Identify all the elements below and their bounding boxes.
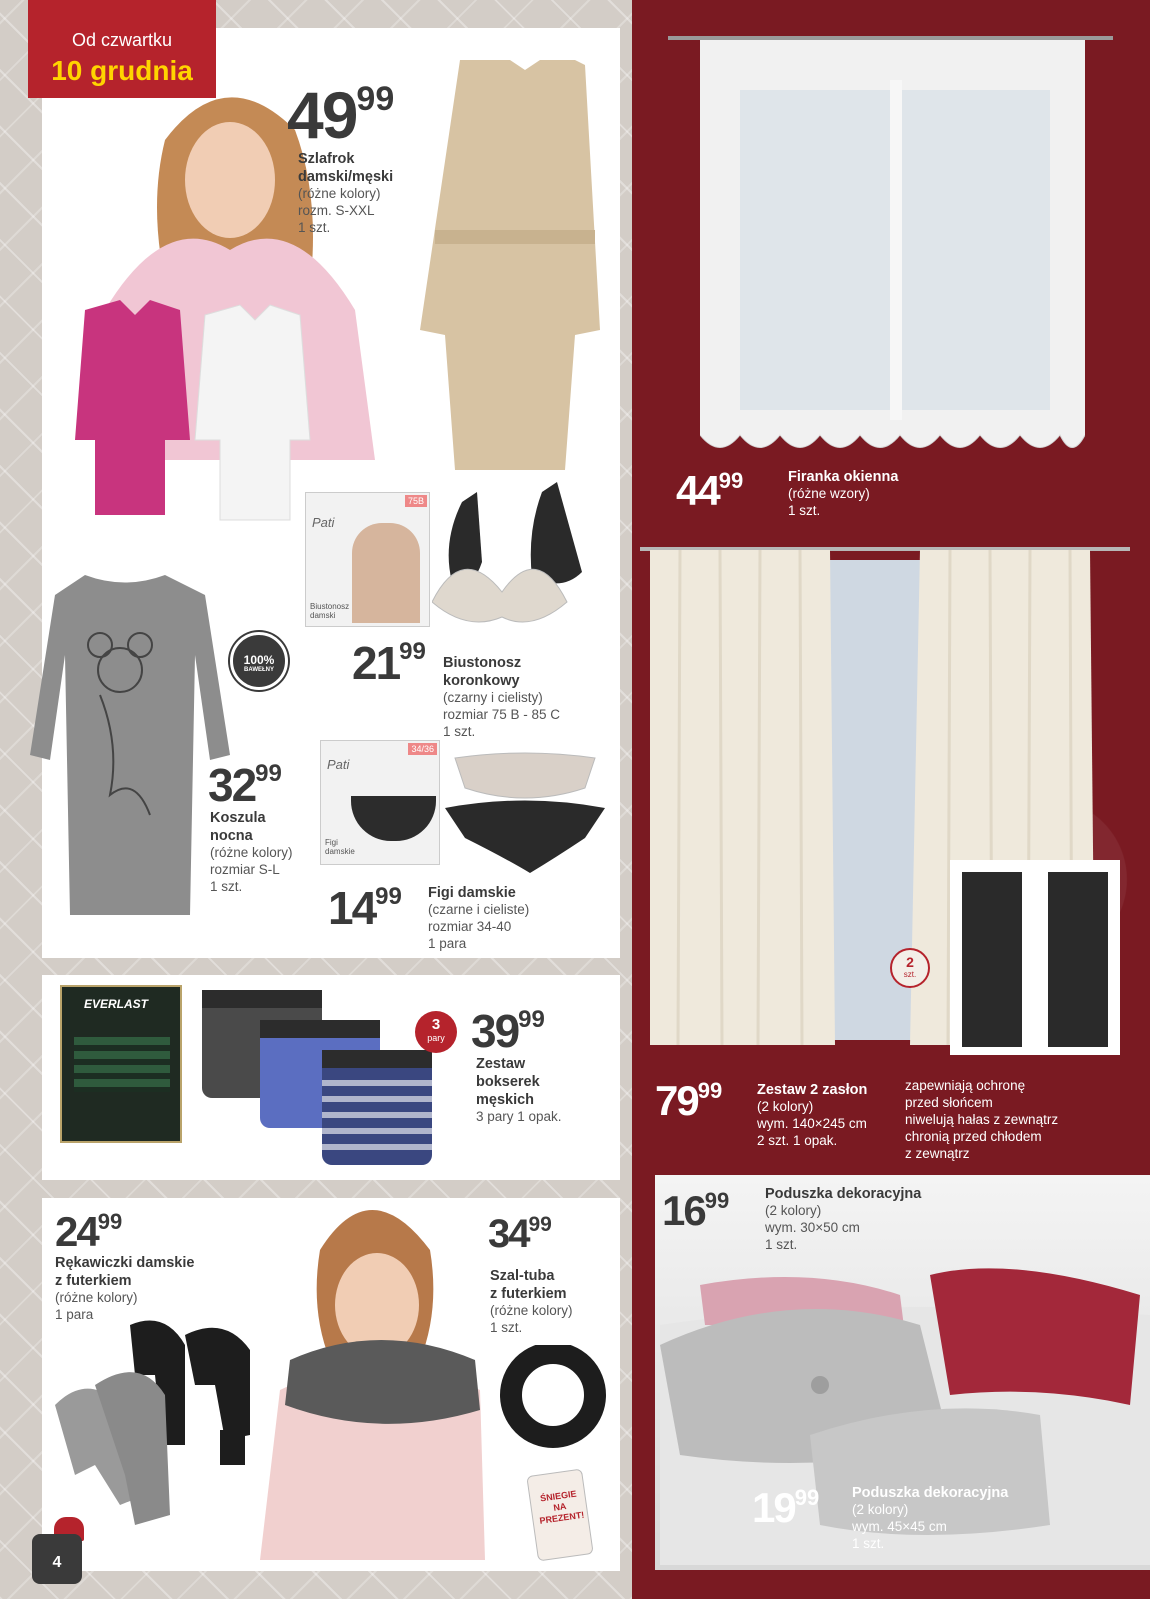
briefs-image (445, 748, 605, 878)
bra-description: Biustonosz koronkowy (czarny i cielisty) rozmiar 75 B - 85 C 1 szt. (443, 655, 561, 739)
nightgown-image (15, 575, 235, 935)
scarf-tag: ŚNIEGIE NA PREZENT! (526, 1469, 593, 1562)
curtains-benefits: zapewniają ochronę przed słońcem niwelują hałas z zewnątrz chronią przed chłodem z zewnątrz (905, 1078, 1059, 1161)
scarf-price: 3499 (488, 1212, 552, 1256)
bathrobe-price: 4999 (287, 78, 395, 152)
cotton-badge: 100% BAWEŁNY (230, 632, 288, 690)
sheer-curtain-description: Firanka okienna (różne wzory) 1 szt. (788, 469, 899, 518)
gloves-price: 2499 (55, 1208, 123, 1255)
date-line-2: 10 grudnia (51, 55, 193, 86)
bra-package: Pati 75B Biustonosz damski (305, 492, 430, 627)
boxers-package: EVERLAST (60, 985, 182, 1143)
boxers-count-badge: 3 pary (415, 1011, 457, 1053)
bathrobe-description: Szlafrok damski/męski (różne kolory) rozm. S-XXL 1 szt. (298, 151, 394, 235)
date-line-1: Od czwartku (71, 30, 173, 50)
boxers-price: 3999 (471, 1005, 545, 1057)
nightgown-description: Koszula nocna (różne kolory) rozmiar S-L 1 szt. (210, 810, 293, 894)
sheer-curtain-price: 4499 (676, 467, 744, 514)
nightgown-price: 3299 (208, 759, 282, 811)
small-pillow-price: 1699 (662, 1187, 730, 1234)
bra-price: 2199 (352, 637, 426, 689)
boxers-image (202, 990, 432, 1175)
briefs-price: 1499 (328, 882, 402, 934)
boxers-description: Zestaw bokserek męskich 3 pary 1 opak. (476, 1056, 562, 1125)
briefs-package: Pati 34/36 Figi damskie (320, 740, 440, 865)
curtains-price: 7999 (655, 1077, 723, 1124)
page-number: 4 (32, 1534, 82, 1584)
scarf-description: Szal-tuba z futerkiem (różne kolory) 1 szt. (490, 1268, 573, 1336)
curtains-description: Zestaw 2 zasłon (2 kolory) wym. 140×245 cm 2 szt. 1 opak. (757, 1082, 868, 1148)
dark-curtains-inset (950, 860, 1120, 1055)
briefs-description: Figi damskie (czarne i cieliste) rozmiar 34-40 1 para (428, 885, 530, 951)
scarf-model-image (240, 1190, 500, 1570)
curtains-count-badge: 2 szt. (890, 948, 930, 988)
gloves-description: Rękawiczki damskie z futerkiem (różne kolory) 1 para (55, 1255, 195, 1323)
scarf-image (498, 1345, 608, 1455)
sheer-curtain-image (700, 40, 1085, 460)
gloves-image (35, 1315, 265, 1540)
small-pillow-description: Poduszka dekoracyjna (2 kolory) wym. 30×50 cm 1 szt. (765, 1186, 922, 1252)
large-pillow-price: 1999 (752, 1484, 820, 1531)
bra-image (432, 482, 592, 632)
large-pillow-description: Poduszka dekoracyjna (2 kolory) wym. 45×45 cm 1 szt. (852, 1485, 1009, 1551)
